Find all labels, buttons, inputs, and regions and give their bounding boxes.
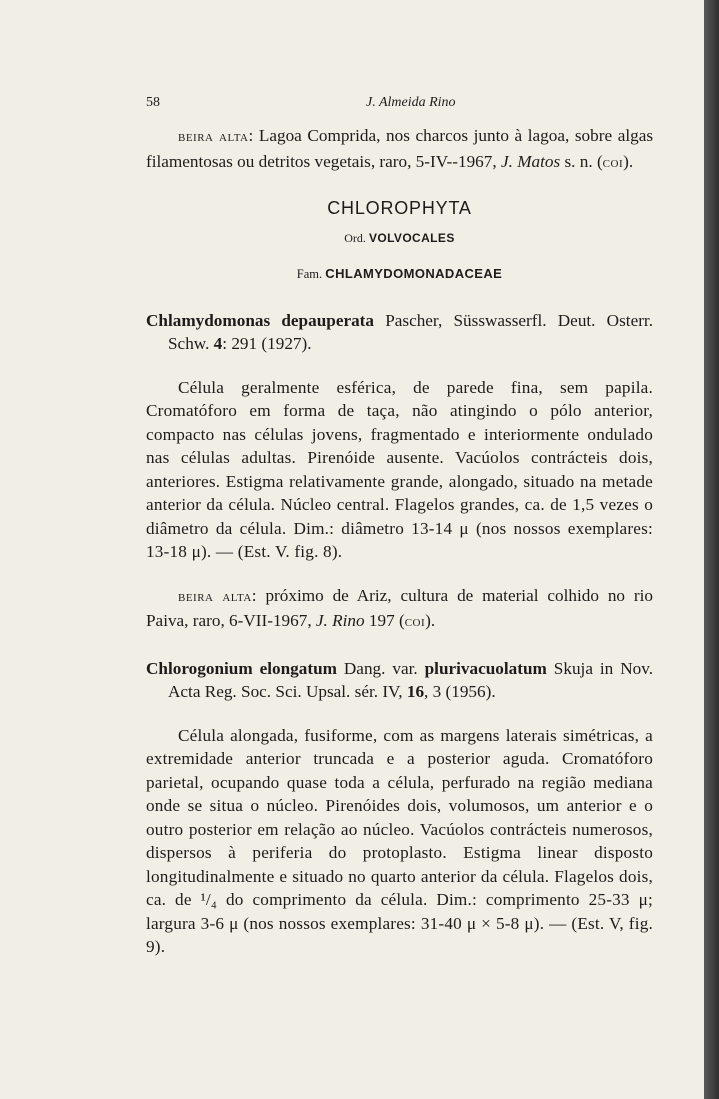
- species-description: Célula alongada, fusiforme, com as margens laterais simétricas, a extremidade anterior truncada e a posterior aguda. Cromatóforo parietal, ocupando quase toda a célula, perfurado na região mediana onde se situa o núcleo. Pirenóides dois, volumosos, um anterior e o outro posterior em relação ao núcleo. Vacúolos contrácteis numerosos, dispersos à periferia do protoplasto. Estigma linear disposto longitudinalmente e situado no quarto anterior da célula. Flagelos dois, ca. de ¹/₄ do comprimento da célula. Dim.: comprimento 25-33 μ; largura 3-6 μ (nos nossos exemplares: 31-40 μ × 5-8 μ). — (Est. V, fig. 9).: [146, 725, 653, 956]
- region-label: beira alta: [178, 588, 252, 605]
- division-heading: CHLOROPHYTA: [327, 198, 472, 218]
- herbarium-code: coi: [602, 154, 624, 171]
- order-heading: Ord. VOLVOCALES: [344, 230, 455, 245]
- herbarium-code: coi: [404, 614, 426, 630]
- species-entry-chlorogonium: Chlorogonium elongatum Dang. var. plurivacuolatum Skuja in Nov. Acta Reg. Soc. Sci. Upsal. sér. IV, 16, 3 (1956).: [146, 658, 653, 701]
- family-heading: Fam. CHLAMYDOMONADACEAE: [296, 266, 503, 281]
- collector-name: J. Rino: [315, 611, 365, 630]
- locality-paragraph: beira alta: Lagoa Comprida, nos charcos junto à lagoa, sobre algas filamentosas ou detritos vegetais, raro, 5-IV--1967, J. Matos s. n. (coi).: [146, 126, 654, 171]
- species-name: Chlamydomonas depauperata: [146, 310, 374, 330]
- species-name: Chlorogonium elongatum: [146, 658, 337, 678]
- species-entry-chlamydomonas: Chlamydomonas depauperata Pascher, Süsswasserfl. Deut. Osterr. Schw. 4: 291 (1927).: [146, 310, 653, 353]
- species-description: Célula geralmente esférica, de parede fina, sem papila. Cromatóforo em forma de taça, não atingindo o pólo anterior, compacto nas células jovens, fragmentado e interiormente ondulado nas células adultas. Pirenóide ausente. Vacúolos contrácteis dois, anteriores. Estigma relativamente grande, alongado, situado na metade anterior da célula. Núcleo central. Flagelos grandes, ca. de 1,5 vezes o diâmetro da célula. Dim.: diâmetro 13-14 μ (nos nossos exemplares: 13-18 μ). — (Est. V. fig. 8).: [146, 377, 653, 561]
- region-label: beira alta: [178, 129, 249, 145]
- collector-name: J. Matos: [500, 151, 561, 171]
- page-body: [146, 124, 653, 959]
- locality-paragraph: beira alta: próximo de Ariz, cultura de material colhido no rio Paiva, raro, 6-VII-1967, J. Rino 197 (coi).: [146, 585, 653, 630]
- page-edge-shadow: [704, 0, 719, 1099]
- page-number: 58: [146, 95, 160, 110]
- running-head-author: J. Almeida Rino: [366, 95, 456, 110]
- variety-name: plurivacuolatum: [424, 658, 547, 678]
